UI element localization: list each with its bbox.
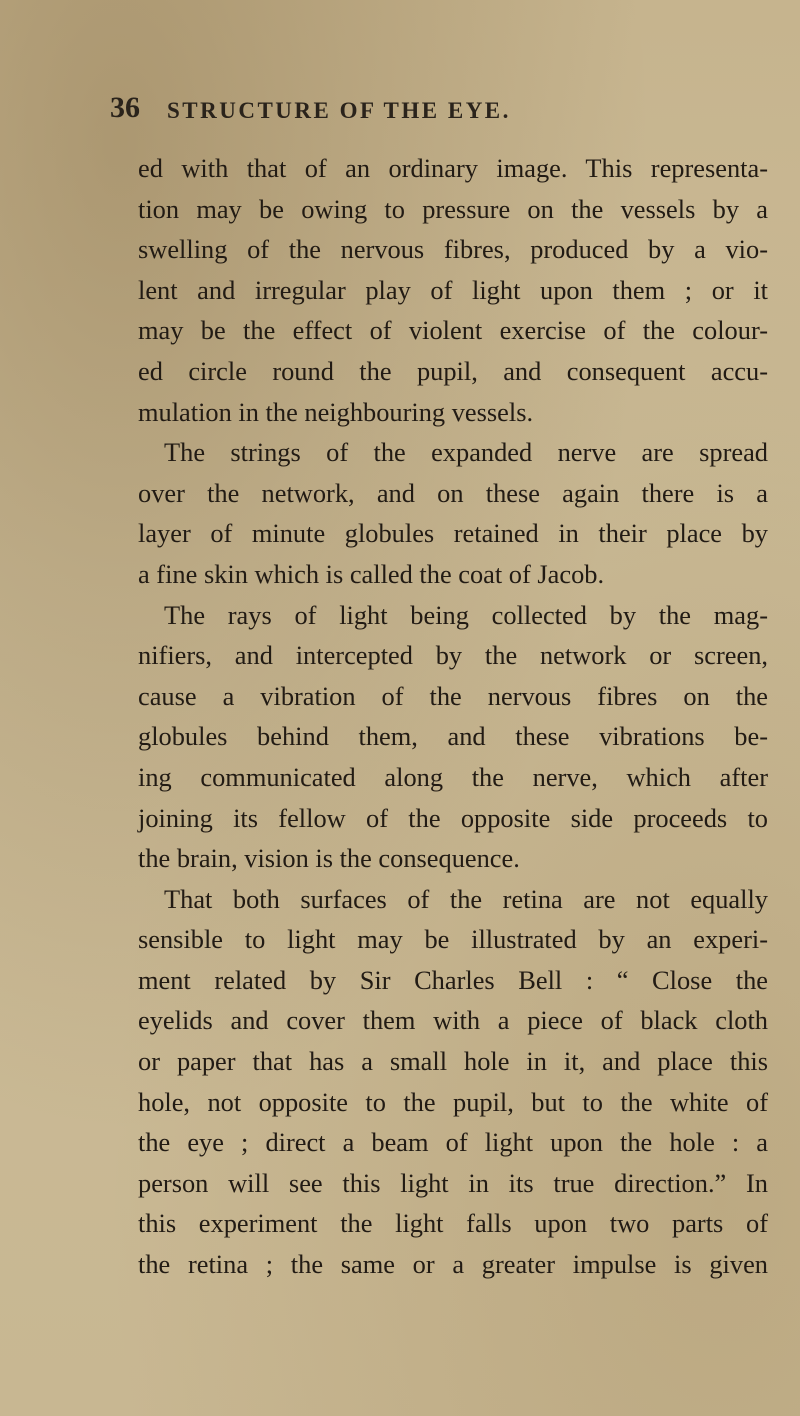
text-line: tion may be owing to pressure on the vessels by a — [138, 193, 768, 224]
text-line: the eye ; direct a beam of light upon the hole : a — [138, 1127, 768, 1158]
text-line: That both surfaces of the retina are not equally — [164, 883, 768, 914]
text-line: joining its fellow of the opposite side proceeds to — [138, 802, 768, 833]
text-line: cause a vibration of the nervous fibres on the — [138, 680, 768, 711]
text-line: person will see this light in its true direction.” In — [138, 1167, 768, 1198]
text-line: ed with that of an ordinary image. This representa- — [138, 153, 768, 183]
paragraph — [138, 879, 768, 1285]
text-line: nifiers, and intercepted by the network or screen, — [138, 640, 768, 671]
text-line: or paper that has a small hole in it, and place this — [138, 1046, 768, 1077]
running-head — [110, 90, 750, 126]
text-line: layer of minute globules retained in their place by — [138, 518, 768, 549]
paragraph — [138, 148, 768, 432]
text-line: this experiment the light falls upon two parts of — [138, 1208, 768, 1239]
running-title: STRUCTURE OF THE EYE. — [167, 98, 511, 123]
text-line: The rays of light being collected by the mag- — [164, 599, 768, 630]
text-line: over the network, and on these again there is a — [138, 477, 768, 508]
text-line: a fine skin which is called the coat of Jacob. — [138, 558, 605, 589]
paragraph — [138, 595, 768, 879]
text-line: may be the effect of violent exercise of the colour- — [138, 315, 768, 346]
page-number: 36 — [110, 91, 140, 124]
text-line: eyelids and cover them with a piece of black cloth — [138, 1005, 768, 1036]
body-text — [138, 148, 768, 1285]
text-line: swelling of the nervous fibres, produced by a vio- — [138, 234, 768, 265]
text-line: ment related by Sir Charles Bell : “ Close the — [138, 964, 768, 995]
text-line: ing communicated along the nerve, which after — [138, 761, 768, 792]
paragraph — [138, 432, 768, 594]
text-line: the brain, vision is the consequence. — [138, 843, 520, 874]
text-line: the retina ; the same or a greater impulse is given — [138, 1249, 768, 1280]
text-line: globules behind them, and these vibrations be- — [138, 721, 768, 752]
text-line: hole, not opposite to the pupil, but to the white of — [138, 1086, 768, 1117]
text-line: mulation in the neighbouring vessels. — [138, 396, 534, 427]
text-line: The strings of the expanded nerve are spread — [164, 437, 768, 468]
text-line: ed circle round the pupil, and consequent accu- — [138, 355, 768, 386]
text-line: sensible to light may be illustrated by an experi- — [138, 924, 768, 955]
text-line: lent and irregular play of light upon them ; or it — [138, 274, 768, 305]
